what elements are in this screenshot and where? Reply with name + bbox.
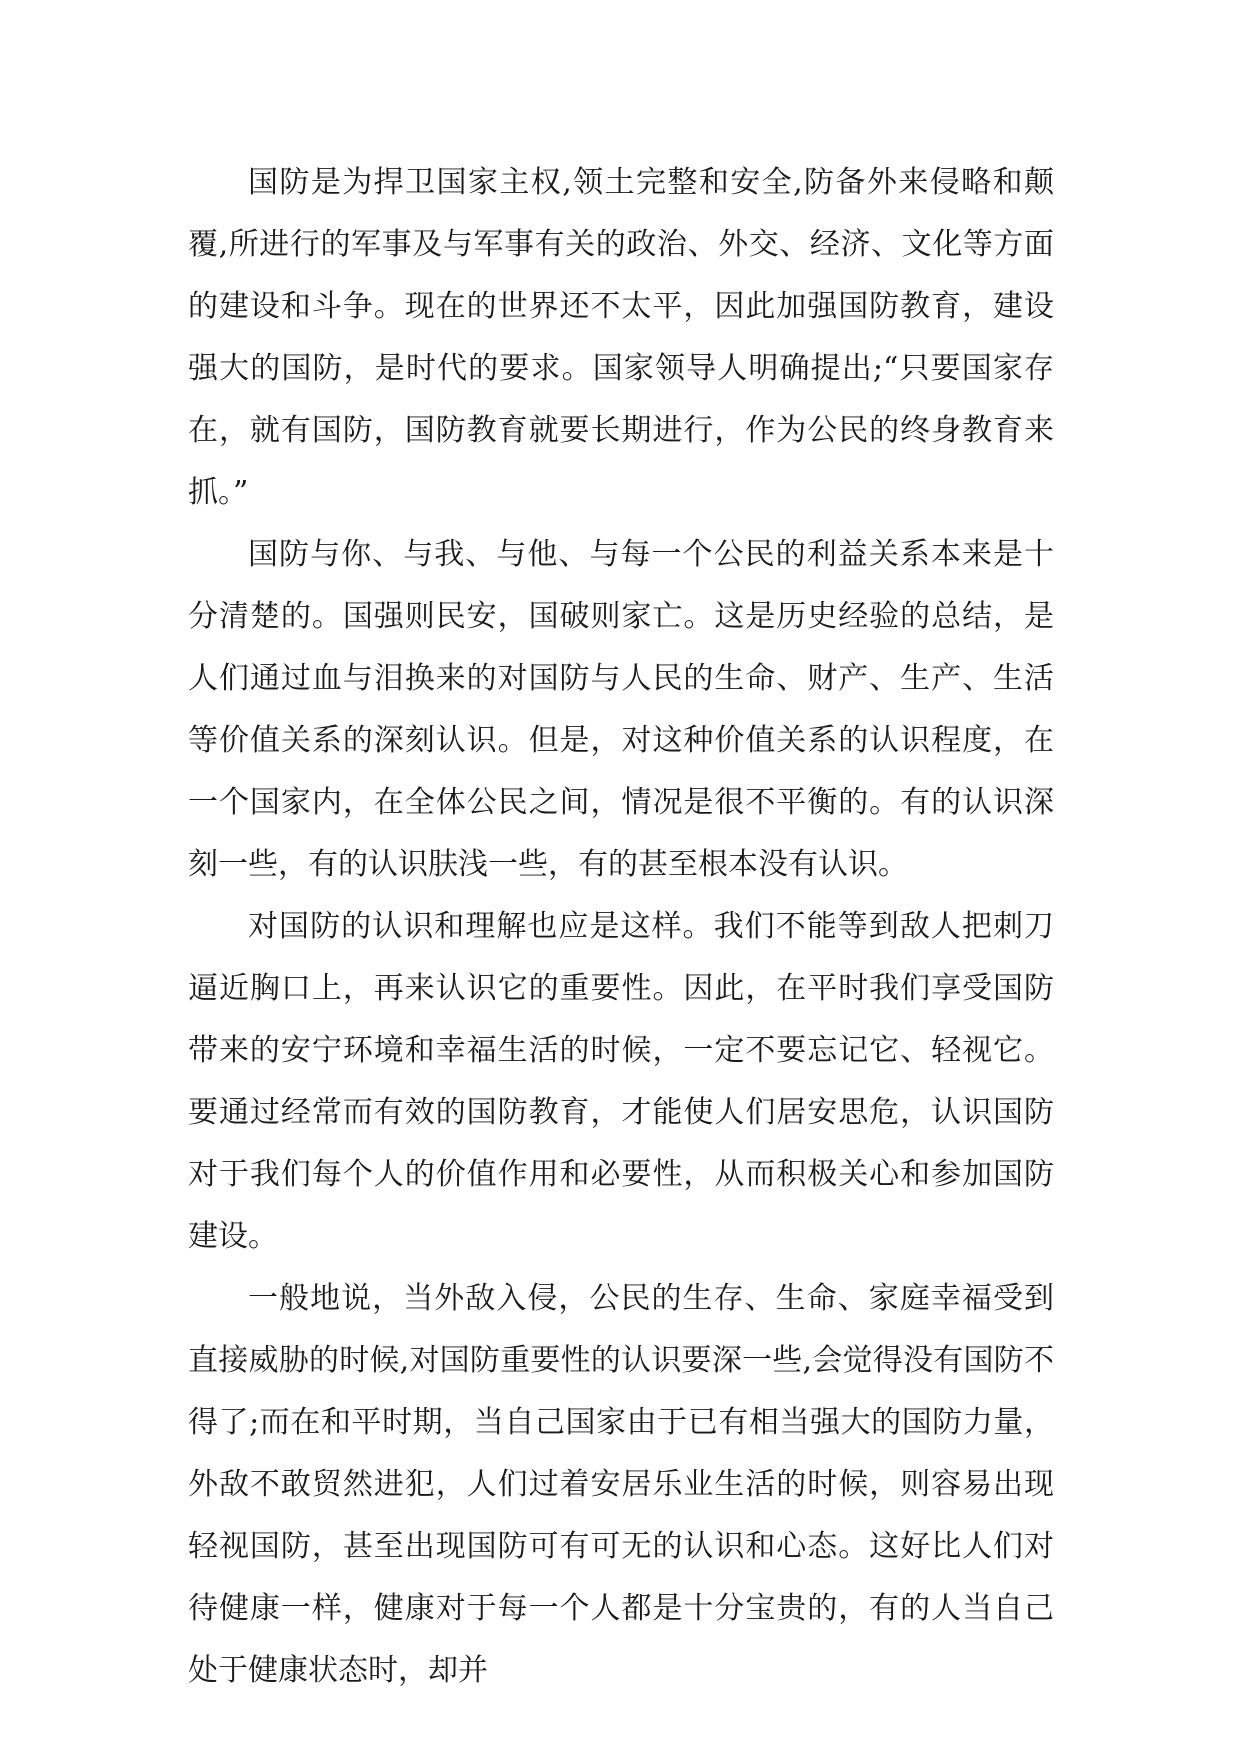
paragraph-4: 一般地说，当外敌入侵，公民的生存、生命、家庭幸福受到直接威胁的时候,对国防重要性的认识要深一些,会觉得没有国防不得了;而在和平时期，当自己国家由于已有相当强大的国防力量，外敌不敢贸然进犯，人们过着安居乐业生活的时候，则容易出现轻视国防，甚至出现国防可有可无的认识和心态。这好比人们对待健康一样，健康对于每一个人都是十分宝贵的，有的人当自己处于健康状态时，却并: [188, 1281, 1054, 1688]
paragraph-3: 对国防的认识和理解也应是这样。我们不能等到敌人把刺刀逼近胸口上，再来认识它的重要性。因此，在平时我们享受国防带来的安宁环境和幸福生活的时候，一定不要忘记它、轻视它。要通过经常而有效的国防教育，才能使人们居安思危，认识国防对于我们每个人的价值作用和必要性，从而积极关心和参加国防建设。: [188, 909, 1054, 1254]
body-text: [188, 152, 1054, 1702]
paragraph-2: 国防与你、与我、与他、与每一个公民的利益关系本来是十分清楚的。国强则民安，国破则家亡。这是历史经验的总结，是人们通过血与泪换来的对国防与人民的生命、财产、生产、生活等价值关系的深刻认识。但是，对这种价值关系的认识程度，在一个国家内，在全体公民之间，情况是很不平衡的。有的认识深刻一些，有的认识肤浅一些，有的甚至根本没有认识。: [188, 537, 1054, 882]
paragraph-1: 国防是为捍卫国家主权,领土完整和安全,防备外来侵略和颠覆,所进行的军事及与军事有关的政治、外交、经济、文化等方面的建设和斗争。现在的世界还不太平，因此加强国防教育，建设强大的国防，是时代的要求。国家领导人明确提出;“只要国家存在，就有国防，国防教育就要长期进行，作为公民的终身教育来抓。”: [188, 165, 1054, 510]
